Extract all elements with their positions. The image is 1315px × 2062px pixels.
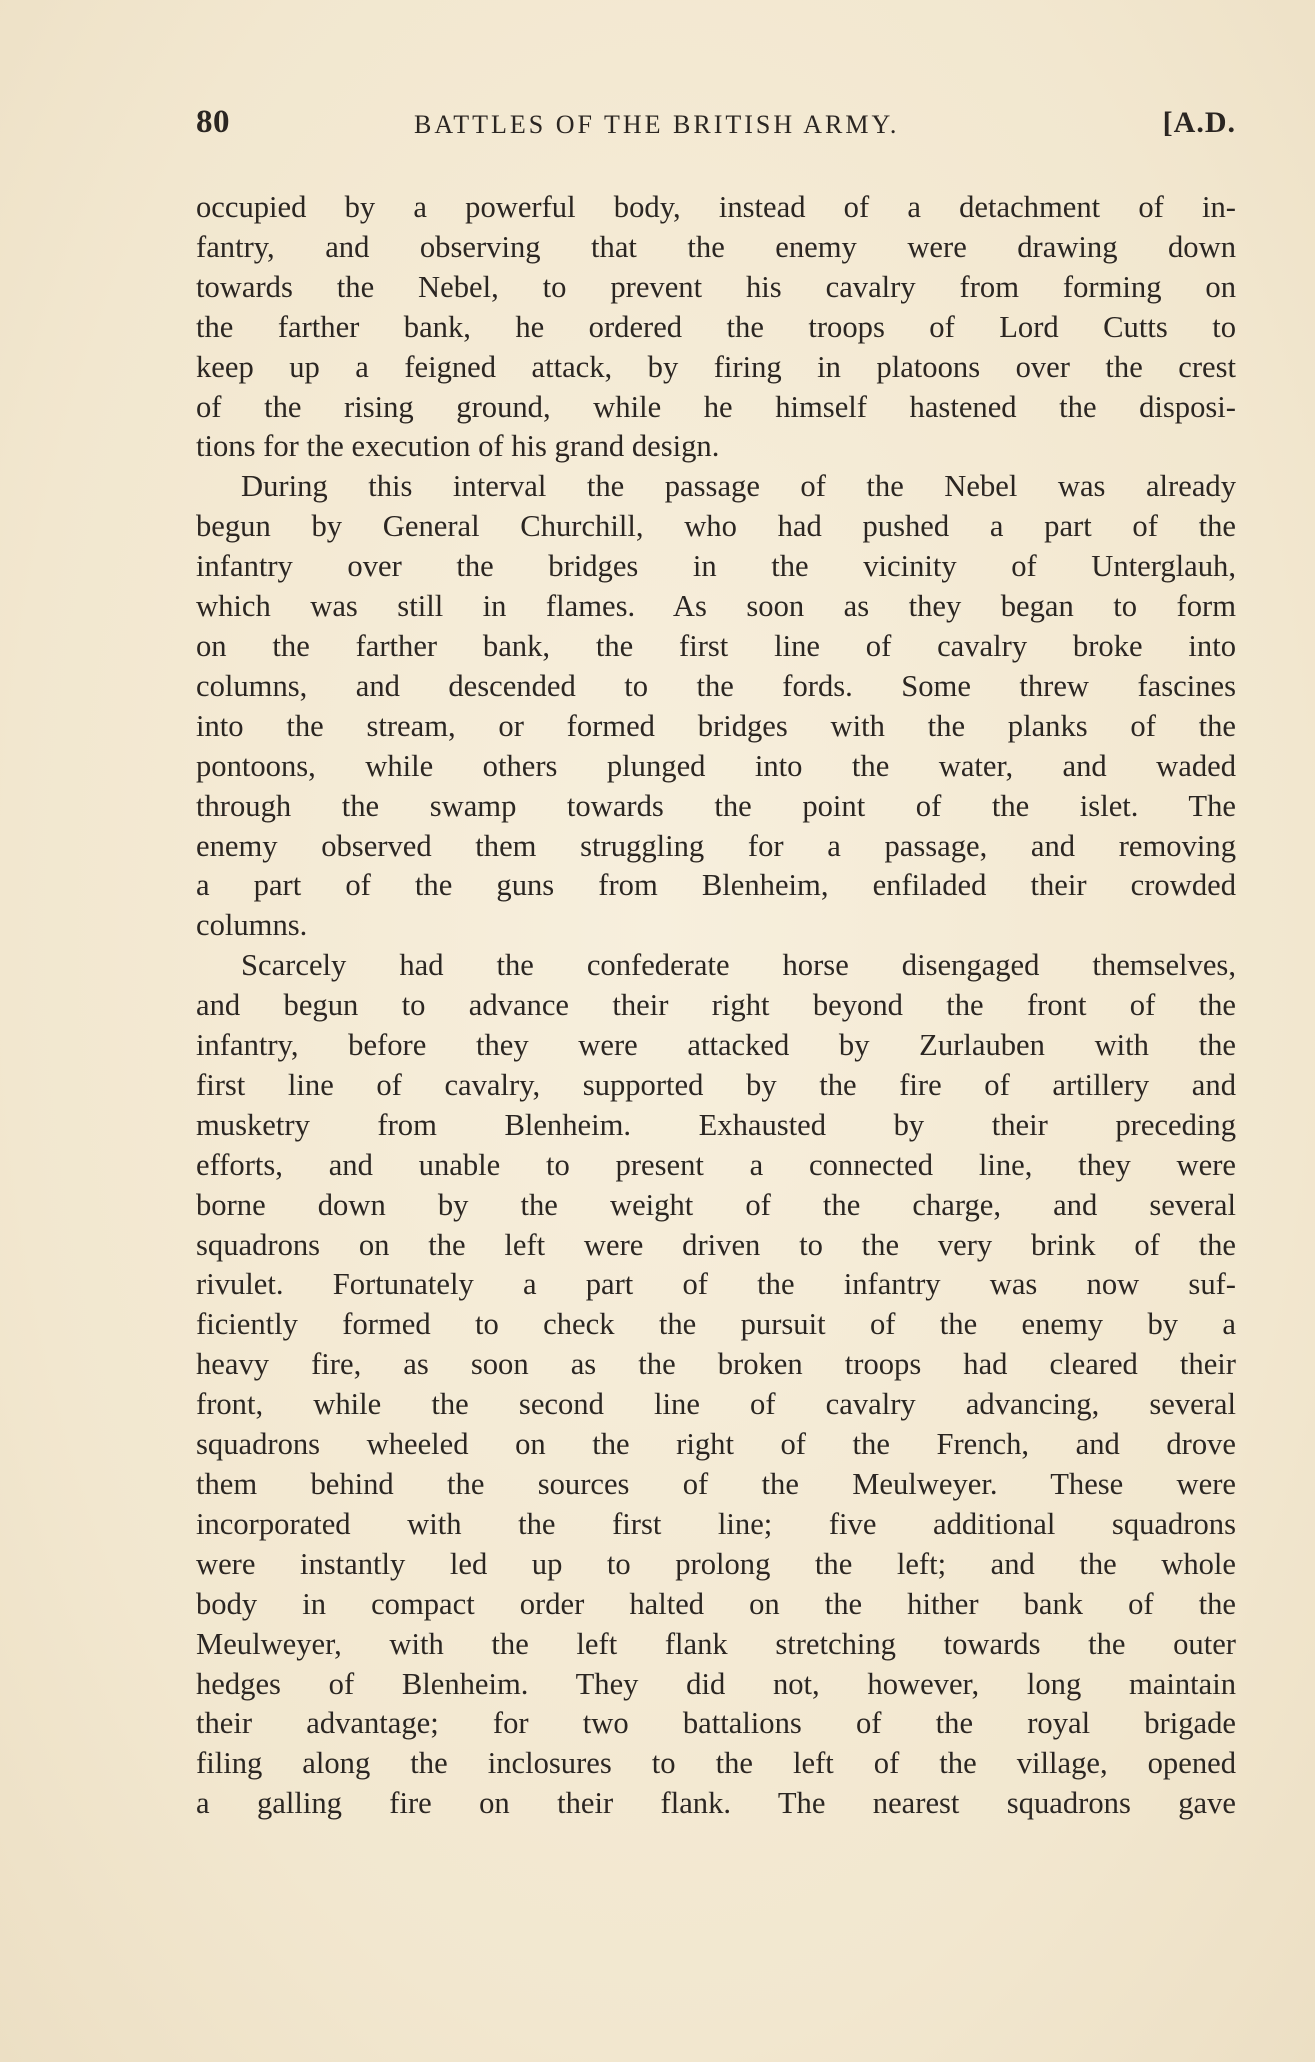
text-line: tions for the execution of his grand design.: [196, 429, 720, 464]
text-line: into the stream, or formed bridges with the planks of the: [196, 708, 1236, 743]
text-line: Scarcely had the confederate horse disengaged themselves,: [241, 948, 1236, 983]
body-text: [196, 188, 1236, 1824]
text-line: occupied by a powerful body, instead of a detachment of in-: [196, 190, 1236, 224]
text-line: infantry, before they were attacked by Zurlauben with the: [196, 1028, 1236, 1063]
text-line: ficiently formed to check the pursuit of the enemy by a: [196, 1307, 1236, 1342]
text-line: them behind the sources of the Meulweyer. These were: [196, 1467, 1236, 1501]
text-line: begun by General Churchill, who had pushed a part of the: [196, 509, 1236, 544]
text-line: squadrons wheeled on the right of the French, and drove: [196, 1427, 1236, 1462]
page-number: 80: [196, 104, 230, 140]
text-line: columns, and descended to the fords. Some threw fascines: [196, 668, 1236, 703]
text-line: incorporated with the first line; five additional squadrons: [196, 1506, 1236, 1541]
text-line: enemy observed them struggling for a passage, and removing: [196, 828, 1236, 863]
text-line: efforts, and unable to present a connected line, they were: [196, 1147, 1236, 1182]
text-line: of the rising ground, while he himself hastened the disposi-: [196, 389, 1236, 424]
text-line: musketry from Blenheim. Exhausted by their preceding: [196, 1107, 1236, 1142]
text-line: a galling fire on their flank. The nearest squadrons gave: [196, 1786, 1236, 1821]
text-line: body in compact order halted on the hither bank of the: [196, 1586, 1236, 1621]
text-line: first line of cavalry, supported by the fire of artillery and: [196, 1067, 1236, 1102]
text-line: were instantly led up to prolong the left; and the whole: [196, 1546, 1236, 1581]
text-line: During this interval the passage of the Nebel was already: [241, 469, 1236, 504]
running-head: BATTLES OF THE BRITISH ARMY.: [414, 110, 900, 139]
text-line: their advantage; for two battalions of the royal brigade: [196, 1706, 1236, 1741]
text-line: and begun to advance their right beyond the front of the: [196, 988, 1236, 1023]
text-line: keep up a feigned attack, by firing in platoons over the crest: [196, 349, 1236, 384]
text-line: squadrons on the left were driven to the very brink of the: [196, 1227, 1236, 1262]
text-line: borne down by the weight of the charge, and several: [196, 1187, 1236, 1222]
text-line: columns.: [196, 908, 308, 943]
page-header: [196, 104, 1236, 154]
text-line: which was still in flames. As soon as they began to form: [196, 589, 1236, 624]
header-era-mark: [A.D.: [1162, 106, 1236, 139]
text-line: towards the Nebel, to prevent his cavalry from forming on: [196, 269, 1236, 304]
text-line: pontoons, while others plunged into the water, and waded: [196, 748, 1236, 783]
text-line: the farther bank, he ordered the troops of Lord Cutts to: [196, 309, 1236, 344]
text-line: filing along the inclosures to the left of the village, opened: [196, 1746, 1236, 1781]
text-line: Meulweyer, with the left flank stretching towards the outer: [196, 1626, 1236, 1661]
text-line: a part of the guns from Blenheim, enfiladed their crowded: [196, 868, 1236, 903]
text-line: heavy fire, as soon as the broken troops had cleared their: [196, 1347, 1236, 1382]
text-line: infantry over the bridges in the vicinity of Unterglauh,: [196, 549, 1236, 584]
text-line: through the swamp towards the point of the islet. The: [196, 788, 1236, 823]
text-line: front, while the second line of cavalry advancing, several: [196, 1387, 1236, 1422]
text-line: fantry, and observing that the enemy were drawing down: [196, 229, 1236, 264]
text-line: on the farther bank, the first line of cavalry broke into: [196, 628, 1236, 663]
text-line: rivulet. Fortunately a part of the infantry was now suf-: [196, 1267, 1236, 1302]
text-line: hedges of Blenheim. They did not, however, long maintain: [196, 1666, 1236, 1701]
